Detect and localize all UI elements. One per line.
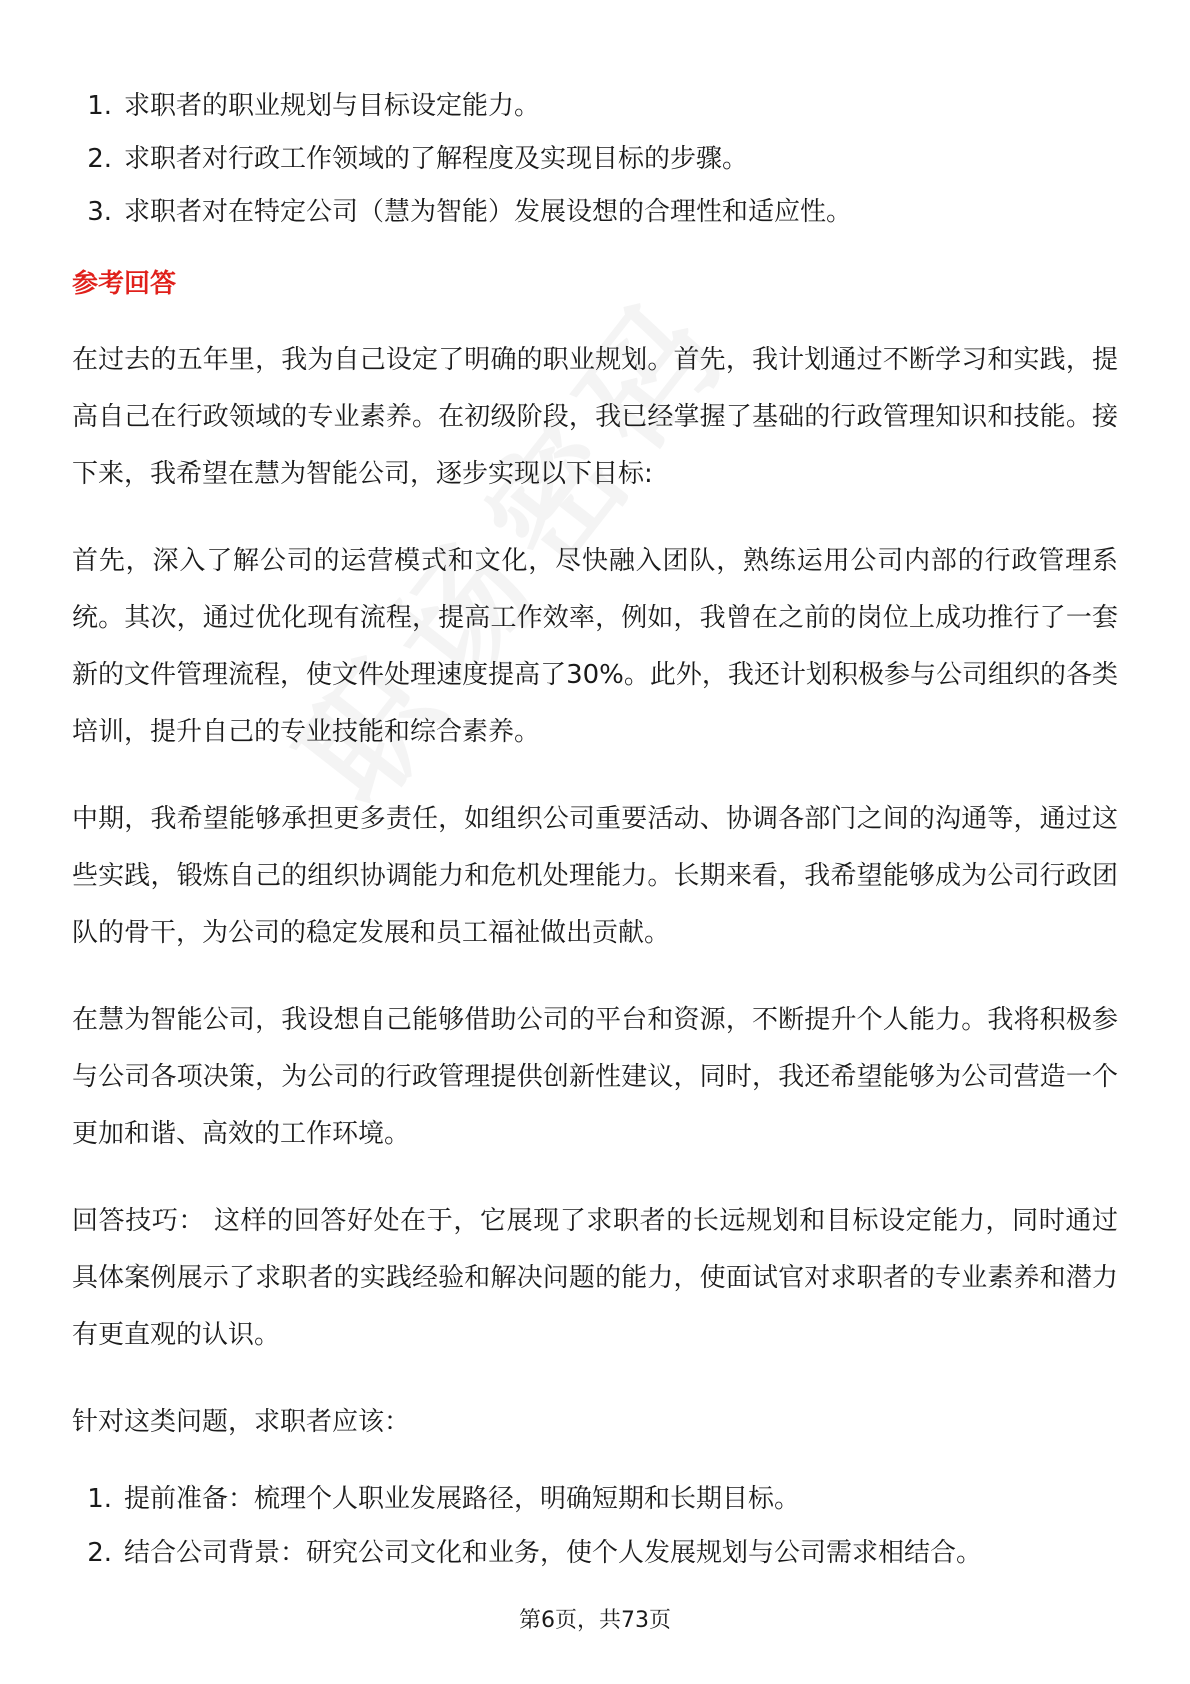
list-text: 结合公司背景：研究公司文化和业务，使个人发展规划与公司需求相结合。: [124, 1538, 983, 1568]
list-item: [72, 88, 1118, 124]
list-text: 求职者对行政工作领域的了解程度及实现目标的步骤。: [124, 144, 749, 174]
list-item: [72, 141, 1118, 177]
paragraph: 在慧为智能公司，我设想自己能够借助公司的平台和资源，不断提升个人能力。我将积极参与公司各项决策，为公司的行政管理提供创新性建议，同时，我还希望能够为公司营造一个更加和谐、高效的工作环境。: [72, 1005, 1118, 1149]
list-text: 提前准备：梳理个人职业发展路径，明确短期和长期目标。: [124, 1484, 801, 1514]
paragraph: 中期，我希望能够承担更多责任，如组织公司重要活动、协调各部门之间的沟通等，通过这些实践，锻炼自己的组织协调能力和危机处理能力。长期来看，我希望能够成为公司行政团队的骨干，为公司的稳定发展和员工福祉做出贡献。: [72, 804, 1118, 948]
reference-answer-heading: 参考回答: [72, 269, 177, 299]
list-item: [72, 1481, 1118, 1517]
paragraph: 针对这类问题，求职者应该：: [72, 1407, 411, 1437]
list-number: 3.: [87, 197, 112, 227]
list-item: [72, 1535, 1118, 1571]
paragraph: 首先，深入了解公司的运营模式和文化，尽快融入团队，熟练运用公司内部的行政管理系统。其次，通过优化现有流程，提高工作效率，例如，我曾在之前的岗位上成功推行了一套新的文件管理流程，使文件处理速度提高了30%。此外，我还计划积极参与公司组织的各类培训，提升自己的专业技能和综合素养。: [72, 546, 1118, 747]
answer-tips-paragraph: 回答技巧： 这样的回答好处在于，它展现了求职者的长远规划和目标设定能力，同时通过具体案例展示了求职者的实践经验和解决问题的能力，使面试官对求职者的专业素养和潜力有更直观的认识。: [72, 1206, 1118, 1350]
page-content: [72, 88, 1118, 1589]
list-text: 求职者对在特定公司（慧为智能）发展设想的合理性和适应性。: [124, 197, 853, 227]
list-number: 2.: [87, 144, 112, 174]
paragraph: 在过去的五年里，我为自己设定了明确的职业规划。首先，我计划通过不断学习和实践，提高自己在行政领域的专业素养。在初级阶段，我已经掌握了基础的行政管理知识和技能。接下来，我希望在慧为智能公司，逐步实现以下目标:: [72, 345, 1118, 489]
list-number: 1.: [87, 1484, 112, 1514]
advice-list: [72, 1481, 1118, 1571]
intro-list: [72, 88, 1118, 230]
list-text: 求职者的职业规划与目标设定能力。: [124, 91, 541, 121]
list-item: [72, 194, 1118, 230]
list-number: 1.: [87, 91, 112, 121]
page-number-footer: 第6页，共73页: [519, 1608, 671, 1633]
list-number: 2.: [87, 1538, 112, 1568]
